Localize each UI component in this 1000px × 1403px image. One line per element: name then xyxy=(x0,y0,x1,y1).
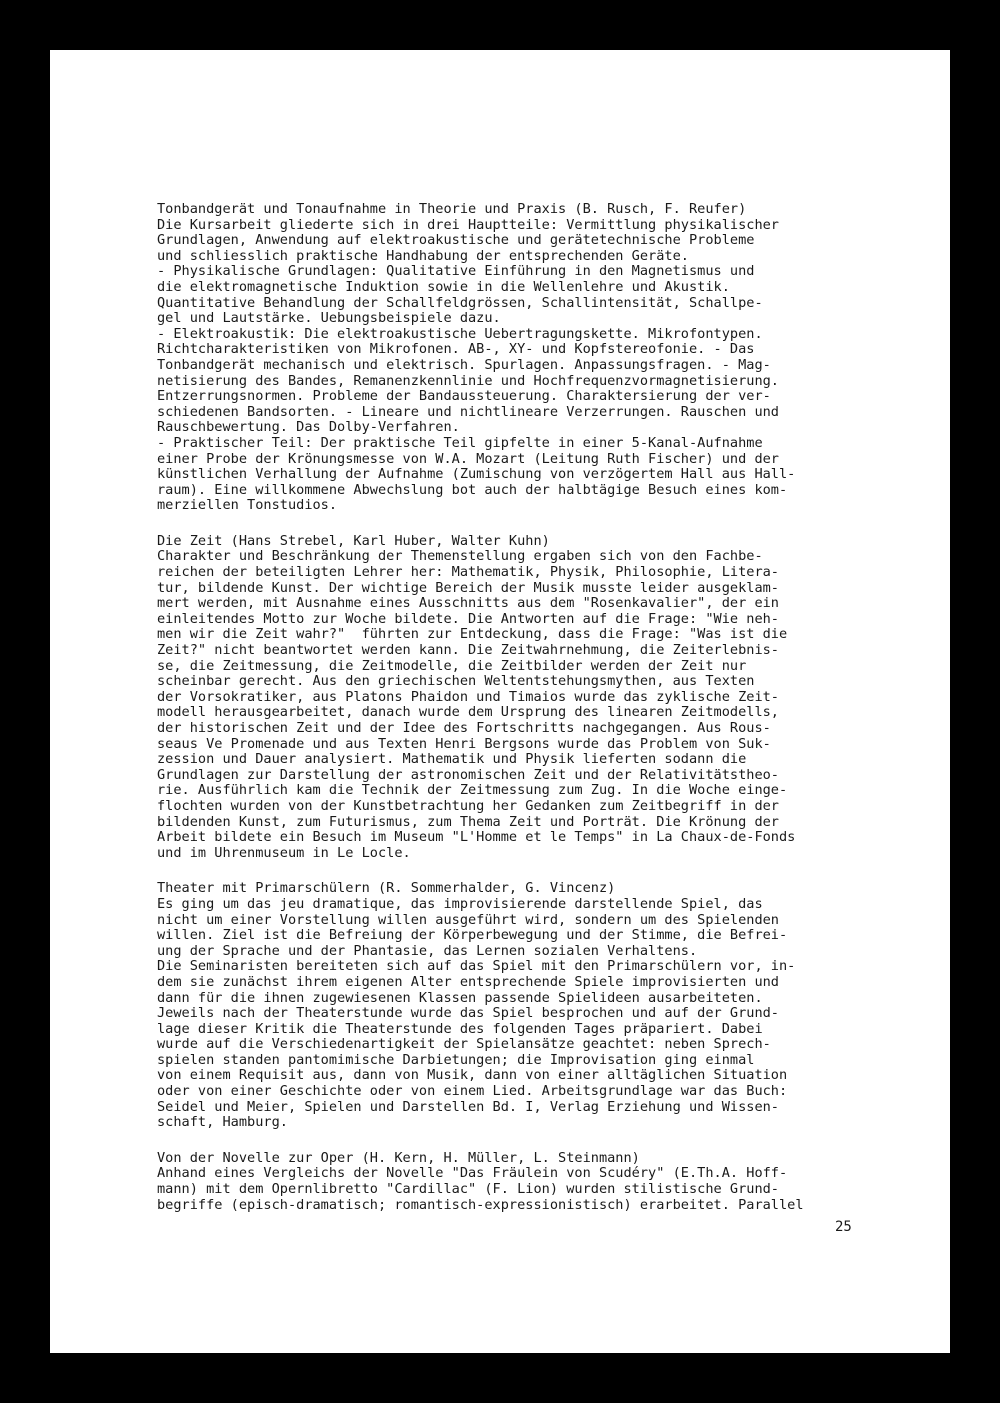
text-line: Seidel und Meier, Spielen und Darstellen Bd. I, Verlag Erziehung und Wissen- xyxy=(157,1098,779,1115)
text-line: nicht um einer Vorstellung willen ausgeführt wird, sondern um des Spielenden xyxy=(157,911,779,928)
text-line: seaus Ve Promenade und aus Texten Henri Bergsons wurde das Problem von Suk- xyxy=(157,735,771,752)
text-line: raum). Eine willkommene Abwechslung bot auch der halbtägige Besuch eines kom- xyxy=(157,481,788,498)
text-line: netisierung des Bandes, Remanenzkennlinie und Hochfrequenzvormagnetisierung. xyxy=(157,372,779,389)
text-line: reichen der beteiligten Lehrer her: Mathematik, Physik, Philosophie, Litera- xyxy=(157,564,779,581)
text-line: oder von einer Geschichte oder von einem Lied. Arbeitsgrundlage war das Buch: xyxy=(157,1083,788,1100)
document-body xyxy=(157,202,897,1233)
text-line: dem sie zunächst ihrem eigenen Alter entsprechende Spiele improvisierten und xyxy=(157,973,779,990)
text-line: merziellen Tonstudios. xyxy=(157,497,338,514)
section-heading: Von der Novelle zur Oper (H. Kern, H. Müller, L. Steinmann) xyxy=(157,1149,640,1166)
text-line: der Vorsokratiker, aus Platons Phaidon und Timaios wurde das zyklische Zeit- xyxy=(157,688,779,705)
text-line: willen. Ziel ist die Befreiung der Körperbewegung und der Stimme, die Befrei- xyxy=(157,927,788,944)
section-heading: Tonbandgerät und Tonaufnahme in Theorie und Praxis (B. Rusch, F. Reufer) xyxy=(157,201,747,217)
text-line: rie. Ausführlich kam die Technik der Zeitmessung zum Zug. In die Woche einge- xyxy=(157,782,788,799)
text-line: lage dieser Kritik die Theaterstunde des folgenden Tages präpariert. Dabei xyxy=(157,1020,763,1037)
text-line: Richtcharakteristiken von Mikrofonen. AB-, XY- und Kopfstereofonie. - Das xyxy=(157,341,755,358)
text-line: Entzerrungsnormen. Probleme der Bandaussteuerung. Charaktersierung der ver- xyxy=(157,388,771,405)
text-line: mert werden, mit Ausnahme eines Ausschnitts aus dem "Rosenkavalier", der ein xyxy=(157,595,779,612)
text-line: künstlichen Verhallung der Aufnahme (Zumischung von verzögertem Hall aus Hall- xyxy=(157,466,796,483)
text-line: schiedenen Bandsorten. - Lineare und nichtlineare Verzerrungen. Rauschen und xyxy=(157,403,779,420)
text-line: und im Uhrenmuseum in Le Locle. xyxy=(157,844,411,861)
text-line: gel und Lautstärke. Uebungsbeispiele dazu. xyxy=(157,310,501,327)
section-theater xyxy=(157,881,897,1131)
text-line: Die Seminaristen bereiteten sich auf das Spiel mit den Primarschülern vor, in- xyxy=(157,958,796,975)
text-line: - Elektroakustik: Die elektroakustische Uebertragungskette. Mikrofontypen. xyxy=(157,325,763,342)
text-line: Grundlagen zur Darstellung der astronomischen Zeit und der Relativitätstheo- xyxy=(157,766,779,783)
text-line: flochten wurden von der Kunstbetrachtung her Gedanken zum Zeitbegriff in der xyxy=(157,797,779,814)
text-line: modell herausgearbeitet, danach wurde dem Ursprung des linearen Zeitmodells, xyxy=(157,704,779,721)
text-line: - Praktischer Teil: Der praktische Teil gipfelte in einer 5-Kanal-Aufnahme xyxy=(157,434,763,451)
section-novelle-oper xyxy=(157,1151,897,1213)
text-line: Tonbandgerät mechanisch und elektrisch. Spurlagen. Anpassungsfragen. - Mag- xyxy=(157,356,771,373)
text-line: Grundlagen, Anwendung auf elektroakustische und gerätetechnische Probleme xyxy=(157,232,755,249)
section-tonbandgeraet xyxy=(157,202,897,514)
text-line: ung der Sprache und der Phantasie, das Lernen sozialen Verhaltens. xyxy=(157,942,698,959)
text-line: einleitendes Motto zur Woche bildete. Die Antworten auf die Frage: "Wie neh- xyxy=(157,610,779,627)
text-line: zession und Dauer analysiert. Mathematik und Physik lieferten sodann die xyxy=(157,751,747,768)
text-line: Arbeit bildete ein Besuch im Museum "L'Homme et le Temps" in La Chaux-de-Fonds xyxy=(157,829,796,846)
text-line: die elektromagnetische Induktion sowie in die Wellenlehre und Akustik. xyxy=(157,278,730,295)
section-die-zeit xyxy=(157,534,897,861)
document-page xyxy=(50,50,950,1353)
text-line: mann) mit dem Opernlibretto "Cardillac" (F. Lion) wurden stilistische Grund- xyxy=(157,1181,779,1198)
text-line: schaft, Hamburg. xyxy=(157,1114,288,1131)
section-heading: Die Zeit (Hans Strebel, Karl Huber, Walter Kuhn) xyxy=(157,532,550,549)
text-line: Charakter und Beschränkung der Themenstellung ergaben sich von den Fachbe- xyxy=(157,548,763,565)
text-line: Zeit?" nicht beantwortet werden kann. Die Zeitwahrnehmung, die Zeiterlebnis- xyxy=(157,642,779,659)
text-line: einer Probe der Krönungsmesse von W.A. Mozart (Leitung Ruth Fischer) und der xyxy=(157,450,779,467)
text-line: Anhand eines Vergleichs der Novelle "Das Fräulein von Scudéry" (E.Th.A. Hoff- xyxy=(157,1165,788,1182)
text-line: - Physikalische Grundlagen: Qualitative Einführung in den Magnetismus und xyxy=(157,263,755,280)
text-line: von einem Requisit aus, dann von Musik, dann von einer alltäglichen Situation xyxy=(157,1067,788,1084)
text-line: dann für die ihnen zugewiesenen Klassen passende Spielideen ausarbeiteten. xyxy=(157,989,763,1006)
text-line: Rauschbewertung. Das Dolby-Verfahren. xyxy=(157,419,460,436)
text-line: und schliesslich praktische Handhabung der entsprechenden Geräte. xyxy=(157,247,689,264)
text-line: Quantitative Behandlung der Schallfeldgrössen, Schallintensität, Schallpe- xyxy=(157,294,763,311)
text-line: Jeweils nach der Theaterstunde wurde das Spiel besprochen und auf der Grund- xyxy=(157,1005,779,1022)
text-line: tur, bildende Kunst. Der wichtige Bereich der Musik musste leider ausgeklam- xyxy=(157,579,779,596)
text-line: der historischen Zeit und der Idee des Fortschritts nachgegangen. Aus Rous- xyxy=(157,720,771,736)
section-heading: Theater mit Primarschülern (R. Sommerhalder, G. Vincenz) xyxy=(157,880,616,897)
text-line: se, die Zeitmessung, die Zeitmodelle, die Zeitbilder werden der Zeit nur xyxy=(157,657,747,674)
text-line: bildenden Kunst, zum Futurismus, zum Thema Zeit und Porträt. Die Krönung der xyxy=(157,813,779,830)
text-line: wurde auf die Verschiedenartigkeit der Spielansätze geachtet: neben Sprech- xyxy=(157,1036,771,1053)
text-line: begriffe (episch-dramatisch; romantisch-expressionistisch) erarbeitet. Parallel xyxy=(157,1196,804,1213)
text-line: spielen standen pantomimische Darbietungen; die Improvisation ging einmal xyxy=(157,1051,755,1068)
text-line: scheinbar gerecht. Aus den griechischen Weltentstehungsmythen, aus Texten xyxy=(157,673,755,690)
text-line: men wir die Zeit wahr?" führten zur Entdeckung, dass die Frage: "Was ist die xyxy=(157,626,788,643)
text-line: Es ging um das jeu dramatique, das improvisierende darstellende Spiel, das xyxy=(157,895,763,912)
text-line: Die Kursarbeit gliederte sich in drei Hauptteile: Vermittlung physikalischer xyxy=(157,216,779,233)
page-number: 25 xyxy=(835,1219,852,1235)
